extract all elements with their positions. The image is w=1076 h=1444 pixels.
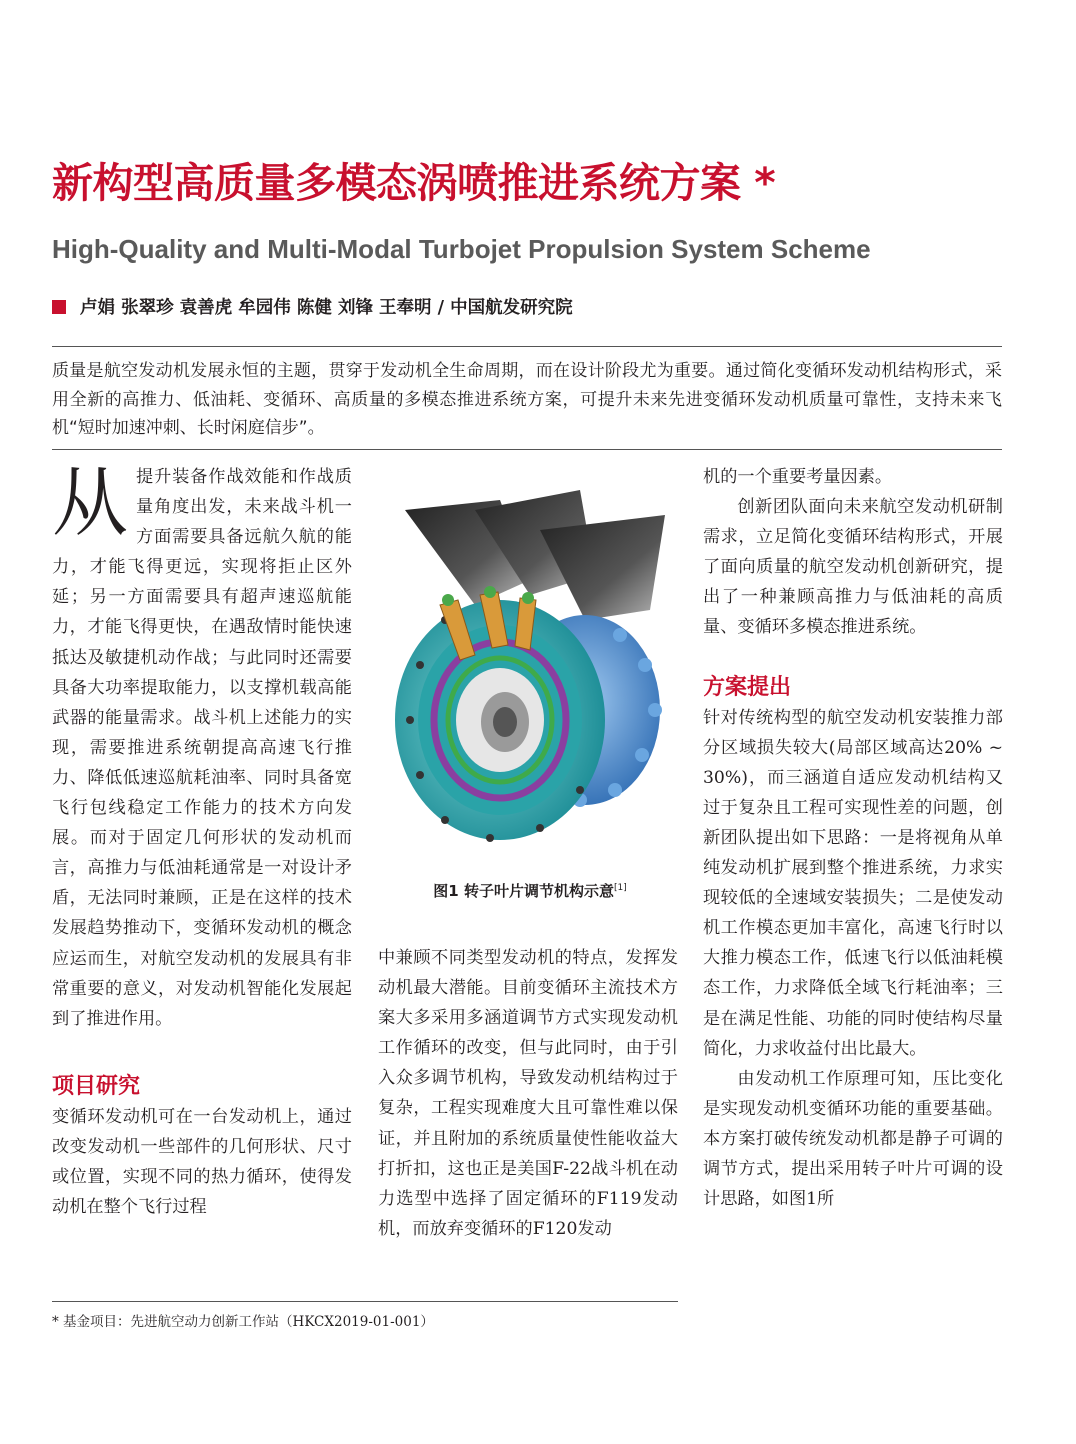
section-heading-proposal: 方案提出 xyxy=(703,674,792,700)
continuation-paragraph: 机的一个重要考量因素。 xyxy=(703,467,893,487)
dropcap: 从 xyxy=(52,458,128,547)
intro-text: 提升装备作战效能和作战质量角度出发，未来战斗机一方面需要具备远航久航的能力，才能飞得更远，实现将拒止区外延；另一方面需要具有超声速巡航能力，才能飞得更快，在遇敌情时能快速抵达及敏捷机动作战；与此同时还需要具备大功率提取能力，以支撑机载高能武器的能量需求。战斗机上述能力的实现，需要推进系统朝提高高速飞行推力、降低低速巡航耗油率、同时具备宽飞行包线稳定工作能力的技术方向发展。而对于固定几何形状的发动机而言，高推力与低油耗通常是一对设计矛盾，无法同时兼顾，正是在这样的技术发展趋势推动下，变循环发动机的概念应运而生，对航空发动机的发展具有非常重要的意义，对发动机智能化发展起到了推进作用。 xyxy=(52,467,352,1029)
intro-paragraph xyxy=(52,458,352,1034)
column-3 xyxy=(703,462,1003,1214)
caption-text: 图1 转子叶片调节机构示意 xyxy=(433,882,614,900)
column-2-paragraph: 中兼顾不同类型发动机的特点，发挥发动机最大潜能。目前变循环主流技术方案大多采用多涵道调节方式实现发动机工作循环的改变，但与此同时，由于引入众多调节机构，导致发动机结构过于复杂，工程实现难度大且可靠性难以保证，并且附加的系统质量使性能收益大打折扣，这也正是美国F-22战斗机在动力选型中选择了固定循环的F119发动机，而放弃变循环的F120发动 xyxy=(378,948,678,1239)
principle-paragraph: 由发动机工作原理可知，压比变化是实现发动机变循环功能的重要基础。本方案打破传统发动机都是静子可调的调节方式，提出采用转子叶片可调的设计思路，如图1所 xyxy=(703,1068,1003,1210)
research-paragraph: 变循环发动机可在一台发动机上，通过改变发动机一些部件的几何形状、尺寸或位置，实现不同的热力循环，使得发动机在整个飞行过程 xyxy=(52,1106,352,1218)
author-line xyxy=(52,294,573,319)
abstract: 质量是航空发动机发展永恒的主题，贯穿于发动机全生命周期，而在设计阶段尤为重要。通过简化变循环发动机结构形式，采用全新的高推力、低油耗、变循环、高质量的多模态推进系统方案，可提升未来先进变循环发动机质量可靠性，支持未来飞机“短时加速冲刺、长时闲庭信步”。 xyxy=(52,346,1002,450)
authors-text: 卢娟 张翠珍 袁善虎 牟园伟 陈健 刘锋 王奉明 / 中国航发研究院 xyxy=(80,298,573,318)
column-1 xyxy=(52,458,352,1222)
red-square-icon xyxy=(52,300,66,314)
title-chinese: 新构型高质量多模态涡喷推进系统方案 * xyxy=(52,159,776,207)
footnote-divider xyxy=(52,1301,678,1302)
figure-caption xyxy=(380,880,680,901)
section-heading-research: 项目研究 xyxy=(52,1073,141,1099)
proposal-paragraph: 针对传统构型的航空发动机安装推力部分区域损失较大(局部区域高达20% ~ 30%)，而三涵道自适应发动机结构又过于复杂且工程可实现性差的问题，创新团队提出如下思路：一是将视角从单纯发动机扩展到整个推进系统，力求实现较低的全速域安装损失；二是使发动机工作模态更加丰富化，高速飞行时以大推力模态工作，低速飞行以低油耗模态工作，力求降低全域飞行耗油率；三是在满足性能、功能的同时使结构尽量简化，力求收益付出比最大。 xyxy=(703,707,1003,1059)
footnote: * 基金项目：先进航空动力创新工作站（HKCX2019-01-001） xyxy=(52,1314,434,1330)
rotor-blade-mechanism-figure xyxy=(380,470,680,870)
column-2 xyxy=(378,943,678,1244)
team-paragraph: 创新团队面向未来航空发动机研制需求，立足简化变循环结构形式，开展了面向质量的航空发动机创新研究，提出了一种兼顾高推力与低油耗的高质量、变循环多模态推进系统。 xyxy=(703,497,1003,638)
caption-reference: [1] xyxy=(613,883,627,893)
title-english: High-Quality and Multi-Modal Turbojet Propulsion System Scheme xyxy=(52,234,871,264)
